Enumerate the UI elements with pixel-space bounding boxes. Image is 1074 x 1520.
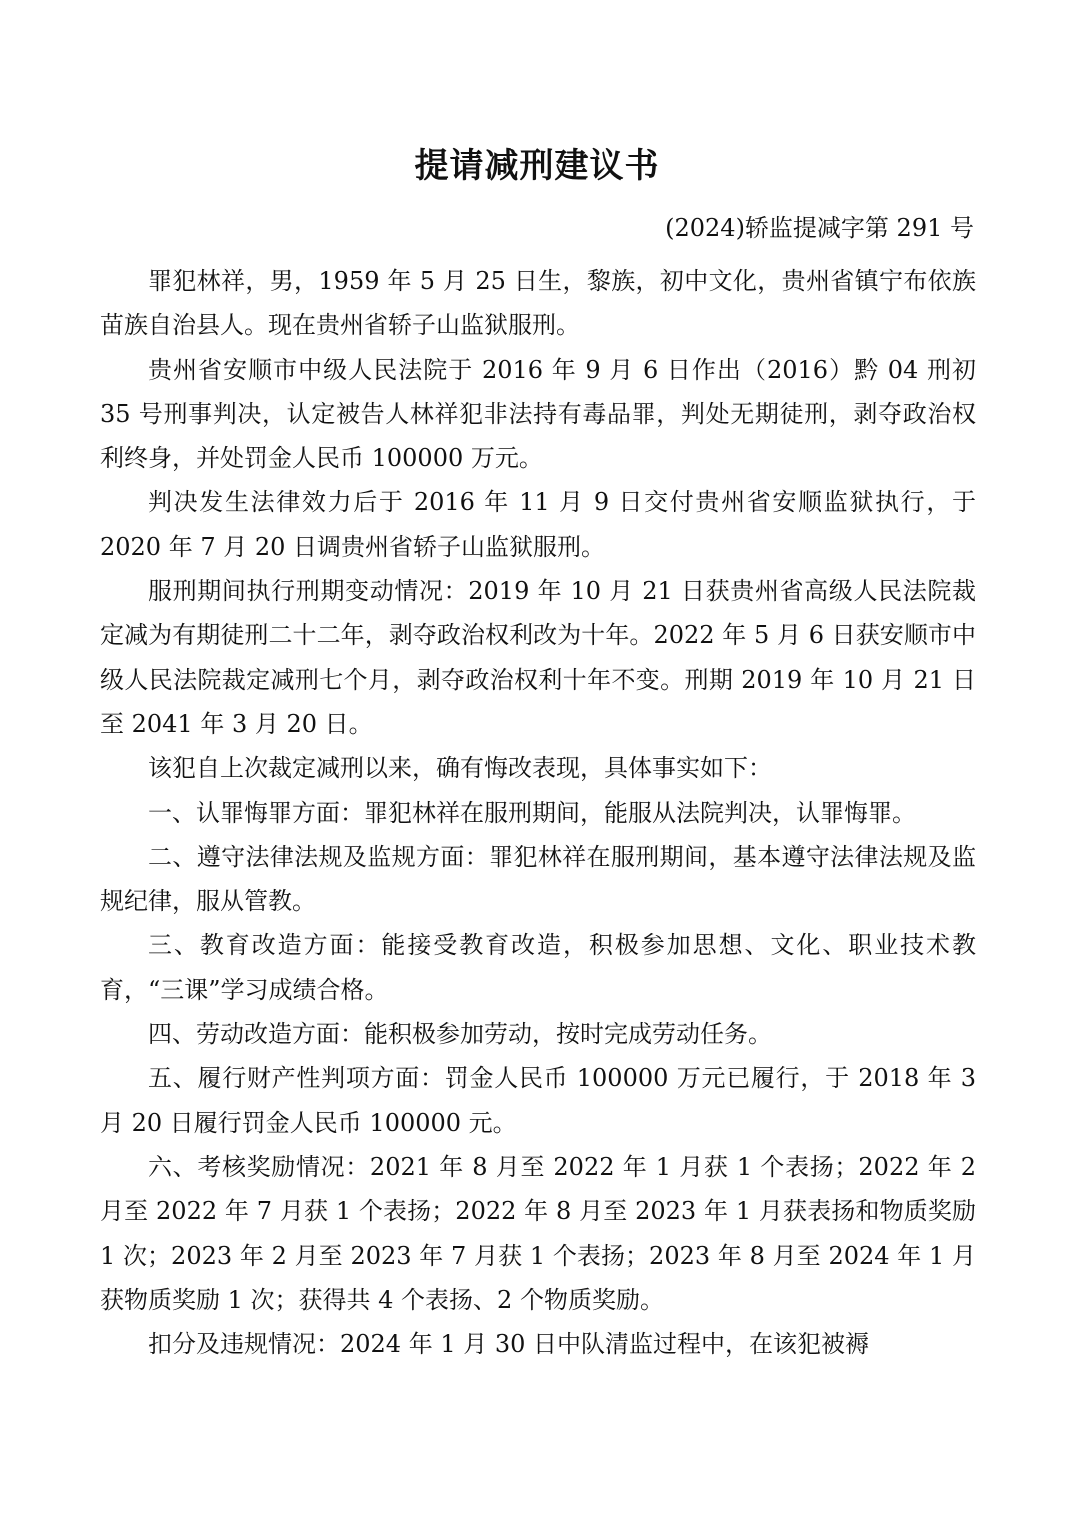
paragraph-law-compliance: 二、遵守法律法规及监规方面：罪犯林祥在服刑期间，基本遵守法律法规及监规纪律，服从管教。 — [100, 842, 976, 916]
paragraph-execution: 判决发生法律效力后于 2016 年 11 月 9 日交付贵州省安顺监狱执行，于 2020 年 7 月 20 日调贵州省轿子山监狱服刑。 — [100, 488, 976, 561]
paragraph-original-judgment: 贵州省安顺市中级人民法院于 2016 年 9 月 6 日作出（2016）黔 04 刑初 35 号刑事判决，认定被告人林祥犯非法持有毒品罪，判处无期徒刑，剥夺政治权利终身，并处罚金人民币 100000 万元。 — [100, 355, 976, 473]
paragraph-violations: 扣分及违规情况：2024 年 1 月 30 日中队清监过程中，在该犯被褥 — [148, 1330, 870, 1359]
document-number: (2024)轿监提减字第 291 号 — [665, 214, 974, 242]
paragraph-facts-intro: 该犯自上次裁定减刑以来，确有悔改表现，具体事实如下： — [148, 754, 772, 783]
paragraph-repentance: 一、认罪悔罪方面：罪犯林祥在服刑期间，能服从法院判决，认罪悔罪。 — [148, 798, 916, 827]
paragraph-property-penalty: 五、履行财产性判项方面：罚金人民币 100000 万元已履行，于 2018 年 3 月 20 日履行罚金人民币 100000 元。 — [100, 1064, 976, 1137]
paragraph-sentence-changes: 服刑期间执行刑期变动情况：2019 年 10 月 21 日获贵州省高级人民法院裁定减为有期徒刑二十二年，剥夺政治权利改为十年。2022 年 5 月 6 日获安顺市中级人民法院裁定减刑七个月，剥夺政治权利十年不变。刑期 2019 年 10 月 21 日至 2041 年 3 月 20 日。 — [100, 577, 976, 738]
document-body — [100, 259, 976, 1366]
paragraph-personal-info: 罪犯林祥，男，1959 年 5 月 25 日生，黎族，初中文化，贵州省镇宁布依族苗族自治县人。现在贵州省轿子山监狱服刑。 — [100, 267, 976, 340]
document-title: 提请减刑建议书 — [414, 146, 660, 186]
paragraph-education: 三、教育改造方面：能接受教育改造，积极参加思想、文化、职业技术教育，“三课”学习成绩合格。 — [100, 931, 976, 1004]
paragraph-labor: 四、劳动改造方面：能积极参加劳动，按时完成劳动任务。 — [148, 1020, 772, 1049]
paragraph-rewards: 六、考核奖励情况：2021 年 8 月至 2022 年 1 月获 1 个表扬；2022 年 2 月至 2022 年 7 月获 1 个表扬；2022 年 8 月至 2023 年 1 月获表扬和物质奖励 1 次；2023 年 2 月至 2023 年 7 月获 1 个表扬；2023 年 8 月至 2024 年 1 月获物质奖励 1 次；获得共 4 个表扬、2 个物质奖励。 — [100, 1152, 976, 1314]
